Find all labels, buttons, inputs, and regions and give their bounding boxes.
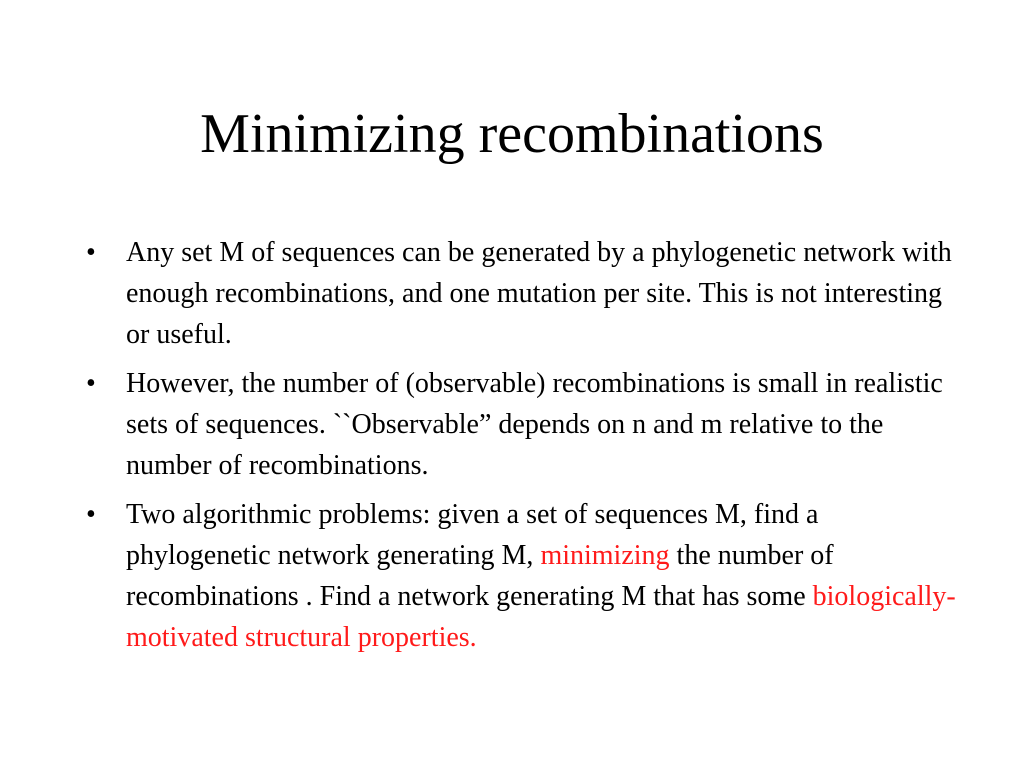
bullet-text: Two algorithmic problems: given a set of sequences M, find a phylogenetic network generating M, <box>126 499 819 571</box>
highlighted-term: minimizing <box>540 540 670 571</box>
bullet-text: the number of recombinations . Find a network generating M that has some <box>126 540 834 612</box>
highlighted-phrase: biologically-motivated structural properties. <box>126 581 956 653</box>
bullet-item-2 <box>84 363 964 486</box>
bullet-item-3 <box>84 494 964 658</box>
bullet-list <box>84 232 964 666</box>
slide-title: Minimizing recombinations <box>200 103 824 165</box>
bullet-dot-icon: • <box>86 499 96 530</box>
bullet-text: Any set M of sequences can be generated by a phylogenetic network with enough recombinations, and one mutation per site. This is not interesting or useful. <box>126 237 952 350</box>
bullet-dot-icon: • <box>86 368 96 399</box>
bullet-item-1 <box>84 232 964 355</box>
bullet-text: However, the number of (observable) recombinations is small in realistic sets of sequences. ``Observable” depends on n and m relative to the number of recombinations. <box>126 368 943 481</box>
bullet-dot-icon: • <box>86 237 96 268</box>
